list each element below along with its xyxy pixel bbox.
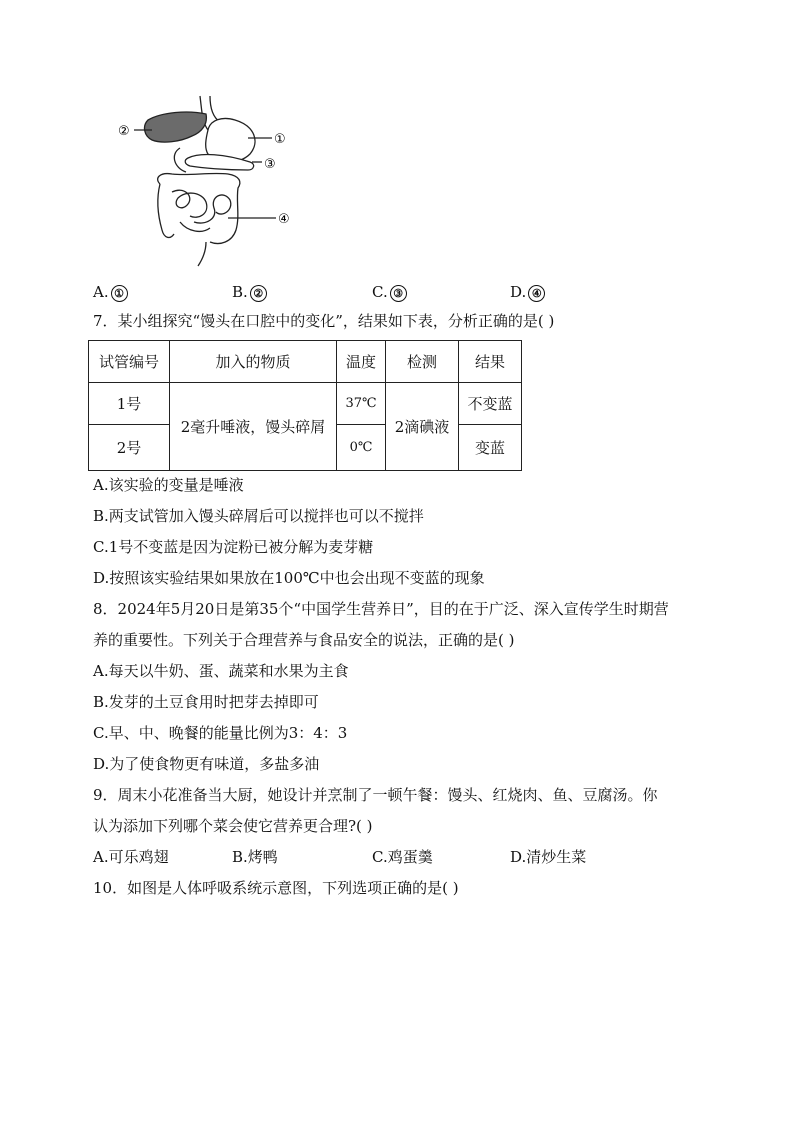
label-2: ② (118, 124, 130, 139)
label-4: ④ (278, 212, 290, 227)
circled-number: ② (250, 285, 267, 302)
q8-stem-line2: 养的重要性。下列关于合理营养与食品安全的说法，正确的是( ) (93, 631, 515, 649)
q6-option-d[interactable] (510, 282, 545, 302)
experiment-table (88, 340, 522, 471)
table-cell: 37℃ (337, 383, 386, 425)
table-cell: 1号 (89, 383, 170, 425)
table-cell: 不变蓝 (459, 383, 522, 425)
q7-option-d[interactable]: D.按照该实验结果如果放在100℃中也会出现不变蓝的现象 (93, 569, 485, 587)
q7-option-a[interactable]: A.该实验的变量是唾液 (93, 476, 244, 494)
q6-option-c[interactable] (372, 282, 407, 302)
table-header: 结果 (459, 341, 522, 383)
circled-number: ③ (390, 285, 407, 302)
q9-stem-line1: 9．周末小花准备当大厨，她设计并烹制了一顿午餐：馒头、红烧肉、鱼、豆腐汤。你 (93, 786, 658, 804)
option-letter: D. (510, 283, 527, 301)
table-header: 温度 (337, 341, 386, 383)
q7-option-b[interactable]: B.两支试管加入馒头碎屑后可以搅拌也可以不搅拌 (93, 507, 424, 525)
q10-stem: 10．如图是人体呼吸系统示意图，下列选项正确的是( ) (93, 879, 459, 897)
option-letter: C. (372, 283, 388, 301)
table-cell: 2滴碘液 (386, 383, 459, 471)
q9-stem-line2: 认为添加下列哪个菜会使它营养更合理?( ) (93, 817, 373, 835)
q8-option-c[interactable]: C.早、中、晚餐的能量比例为3：4：3 (93, 724, 348, 742)
table-header: 试管编号 (89, 341, 170, 383)
q8-option-a[interactable]: A.每天以牛奶、蛋、蔬菜和水果为主食 (93, 662, 349, 680)
label-1: ① (274, 132, 286, 147)
label-3: ③ (264, 157, 276, 172)
table-header: 加入的物质 (170, 341, 337, 383)
q9-option-c[interactable]: C.鸡蛋羹 (372, 848, 433, 866)
circled-number: ① (111, 285, 128, 302)
table-cell: 2毫升唾液，馒头碎屑 (170, 383, 337, 471)
q6-option-b[interactable] (232, 282, 267, 302)
digestive-system-diagram (110, 92, 310, 270)
q8-option-b[interactable]: B.发芽的土豆食用时把芽去掉即可 (93, 693, 319, 711)
q8-option-d[interactable]: D.为了使食物更有味道，多盐多油 (93, 755, 320, 773)
q8-stem-line1: 8．2024年5月20日是第35个“中国学生营养日”，目的在于广泛、深入宣传学生时期营 (93, 600, 669, 618)
q9-option-d[interactable]: D.清炒生菜 (510, 848, 587, 866)
table-cell: 变蓝 (459, 425, 522, 471)
option-letter: A. (93, 283, 109, 301)
circled-number: ④ (528, 285, 545, 302)
q7-option-c[interactable]: C.1号不变蓝是因为淀粉已被分解为麦芽糖 (93, 538, 374, 556)
q6-option-a[interactable] (93, 282, 128, 302)
q9-option-b[interactable]: B.烤鸭 (232, 848, 278, 866)
table-header: 检测 (386, 341, 459, 383)
q7-stem: 7．某小组探究“馒头在口腔中的变化”，结果如下表，分析正确的是( ) (93, 312, 555, 330)
q9-option-a[interactable]: A.可乐鸡翅 (93, 848, 169, 866)
table-cell: 0℃ (337, 425, 386, 471)
table-cell: 2号 (89, 425, 170, 471)
option-letter: B. (232, 283, 248, 301)
